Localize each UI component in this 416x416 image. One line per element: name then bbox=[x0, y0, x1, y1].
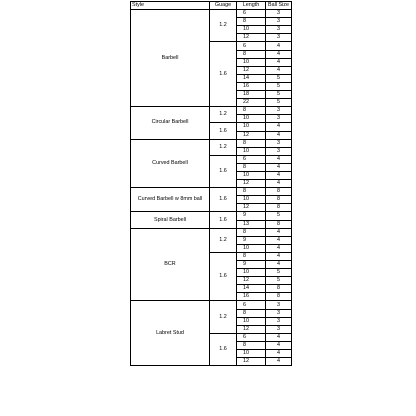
ball-size-cell: 3 bbox=[266, 115, 292, 123]
length-cell: 12 bbox=[237, 131, 266, 139]
length-cell: 13 bbox=[237, 220, 266, 228]
ball-size-cell: 5 bbox=[266, 74, 292, 82]
gauge-cell: 1.6 bbox=[210, 212, 237, 228]
length-cell: 12 bbox=[237, 277, 266, 285]
ball-size-cell: 5 bbox=[266, 91, 292, 99]
gauge-cell: 1.2 bbox=[210, 301, 237, 333]
ball-size-cell: 4 bbox=[266, 341, 292, 349]
length-cell: 10 bbox=[237, 115, 266, 123]
ball-size-cell: 4 bbox=[266, 228, 292, 236]
gauge-cell: 1.6 bbox=[210, 155, 237, 187]
ball-size-cell: 4 bbox=[266, 244, 292, 252]
gauge-cell: 1.2 bbox=[210, 10, 237, 42]
ball-size-cell: 8 bbox=[266, 204, 292, 212]
length-cell: 8 bbox=[237, 107, 266, 115]
length-cell: 10 bbox=[237, 58, 266, 66]
size-chart-table bbox=[130, 1, 292, 366]
style-cell: Barbell bbox=[131, 10, 210, 107]
ball-size-cell: 3 bbox=[266, 309, 292, 317]
length-cell: 8 bbox=[237, 163, 266, 171]
gauge-cell: 1.6 bbox=[210, 252, 237, 301]
length-cell: 12 bbox=[237, 204, 266, 212]
length-cell: 8 bbox=[237, 50, 266, 58]
length-cell: 10 bbox=[237, 269, 266, 277]
length-cell: 8 bbox=[237, 228, 266, 236]
length-cell: 14 bbox=[237, 74, 266, 82]
ball-size-cell: 3 bbox=[266, 317, 292, 325]
ball-size-cell: 4 bbox=[266, 131, 292, 139]
length-cell: 8 bbox=[237, 309, 266, 317]
header-row bbox=[131, 2, 292, 10]
ball-size-cell: 8 bbox=[266, 196, 292, 204]
ball-size-cell: 3 bbox=[266, 107, 292, 115]
ball-size-cell: 4 bbox=[266, 261, 292, 269]
style-cell: BCR bbox=[131, 228, 210, 301]
ball-size-cell: 8 bbox=[266, 188, 292, 196]
gauge-cell: 1.6 bbox=[210, 188, 237, 212]
header-style: Style bbox=[131, 2, 210, 10]
ball-size-cell: 5 bbox=[266, 277, 292, 285]
header-length: Length bbox=[237, 2, 266, 10]
length-cell: 22 bbox=[237, 99, 266, 107]
gauge-cell: 1.6 bbox=[210, 42, 237, 107]
table-row bbox=[131, 188, 292, 196]
ball-size-cell: 4 bbox=[266, 50, 292, 58]
length-cell: 18 bbox=[237, 91, 266, 99]
ball-size-cell: 3 bbox=[266, 26, 292, 34]
gauge-cell: 1.2 bbox=[210, 228, 237, 252]
length-cell: 12 bbox=[237, 180, 266, 188]
length-cell: 10 bbox=[237, 244, 266, 252]
ball-size-cell: 4 bbox=[266, 155, 292, 163]
length-cell: 12 bbox=[237, 66, 266, 74]
ball-size-cell: 3 bbox=[266, 139, 292, 147]
length-cell: 6 bbox=[237, 301, 266, 309]
style-cell: Curved Barbell w 8mm ball bbox=[131, 188, 210, 212]
ball-size-cell: 3 bbox=[266, 18, 292, 26]
ball-size-cell: 4 bbox=[266, 66, 292, 74]
ball-size-cell: 8 bbox=[266, 220, 292, 228]
ball-size-cell: 4 bbox=[266, 252, 292, 260]
style-cell: Spiral Barbell bbox=[131, 212, 210, 228]
ball-size-cell: 3 bbox=[266, 301, 292, 309]
ball-size-cell: 4 bbox=[266, 333, 292, 341]
ball-size-cell: 4 bbox=[266, 42, 292, 50]
ball-size-cell: 4 bbox=[266, 180, 292, 188]
length-cell: 14 bbox=[237, 285, 266, 293]
gauge-cell: 1.2 bbox=[210, 107, 237, 123]
ball-size-cell: 3 bbox=[266, 325, 292, 333]
table-body bbox=[131, 10, 292, 366]
length-cell: 8 bbox=[237, 252, 266, 260]
length-cell: 10 bbox=[237, 350, 266, 358]
table-row bbox=[131, 107, 292, 115]
length-cell: 6 bbox=[237, 155, 266, 163]
gauge-cell: 1.6 bbox=[210, 333, 237, 365]
length-cell: 10 bbox=[237, 26, 266, 34]
table-row bbox=[131, 10, 292, 18]
gauge-cell: 1.6 bbox=[210, 123, 237, 139]
ball-size-cell: 5 bbox=[266, 212, 292, 220]
style-cell: Curved Barbell bbox=[131, 139, 210, 188]
ball-size-cell: 4 bbox=[266, 236, 292, 244]
ball-size-cell: 4 bbox=[266, 171, 292, 179]
table-row bbox=[131, 228, 292, 236]
length-cell: 9 bbox=[237, 212, 266, 220]
length-cell: 9 bbox=[237, 236, 266, 244]
length-cell: 12 bbox=[237, 358, 266, 366]
ball-size-cell: 5 bbox=[266, 99, 292, 107]
length-cell: 8 bbox=[237, 341, 266, 349]
length-cell: 12 bbox=[237, 34, 266, 42]
ball-size-cell: 8 bbox=[266, 293, 292, 301]
length-cell: 10 bbox=[237, 147, 266, 155]
table-row bbox=[131, 301, 292, 309]
length-cell: 8 bbox=[237, 188, 266, 196]
length-cell: 10 bbox=[237, 123, 266, 131]
length-cell: 6 bbox=[237, 10, 266, 18]
ball-size-cell: 4 bbox=[266, 350, 292, 358]
length-cell: 8 bbox=[237, 18, 266, 26]
header-gauge: Guage bbox=[210, 2, 237, 10]
ball-size-cell: 5 bbox=[266, 269, 292, 277]
table-row bbox=[131, 139, 292, 147]
ball-size-cell: 5 bbox=[266, 82, 292, 90]
ball-size-cell: 4 bbox=[266, 123, 292, 131]
ball-size-cell: 8 bbox=[266, 285, 292, 293]
ball-size-cell: 4 bbox=[266, 358, 292, 366]
header-ball-size: Ball Size bbox=[266, 2, 292, 10]
length-cell: 8 bbox=[237, 139, 266, 147]
ball-size-cell: 3 bbox=[266, 10, 292, 18]
length-cell: 10 bbox=[237, 317, 266, 325]
length-cell: 12 bbox=[237, 325, 266, 333]
table-row bbox=[131, 212, 292, 220]
length-cell: 6 bbox=[237, 42, 266, 50]
ball-size-cell: 4 bbox=[266, 163, 292, 171]
length-cell: 6 bbox=[237, 333, 266, 341]
length-cell: 10 bbox=[237, 196, 266, 204]
length-cell: 10 bbox=[237, 171, 266, 179]
style-cell: Circular Barbell bbox=[131, 107, 210, 139]
ball-size-cell: 3 bbox=[266, 147, 292, 155]
gauge-cell: 1.2 bbox=[210, 139, 237, 155]
length-cell: 16 bbox=[237, 293, 266, 301]
ball-size-cell: 3 bbox=[266, 34, 292, 42]
length-cell: 16 bbox=[237, 82, 266, 90]
ball-size-cell: 4 bbox=[266, 58, 292, 66]
style-cell: Labret Stud bbox=[131, 301, 210, 366]
length-cell: 9 bbox=[237, 261, 266, 269]
